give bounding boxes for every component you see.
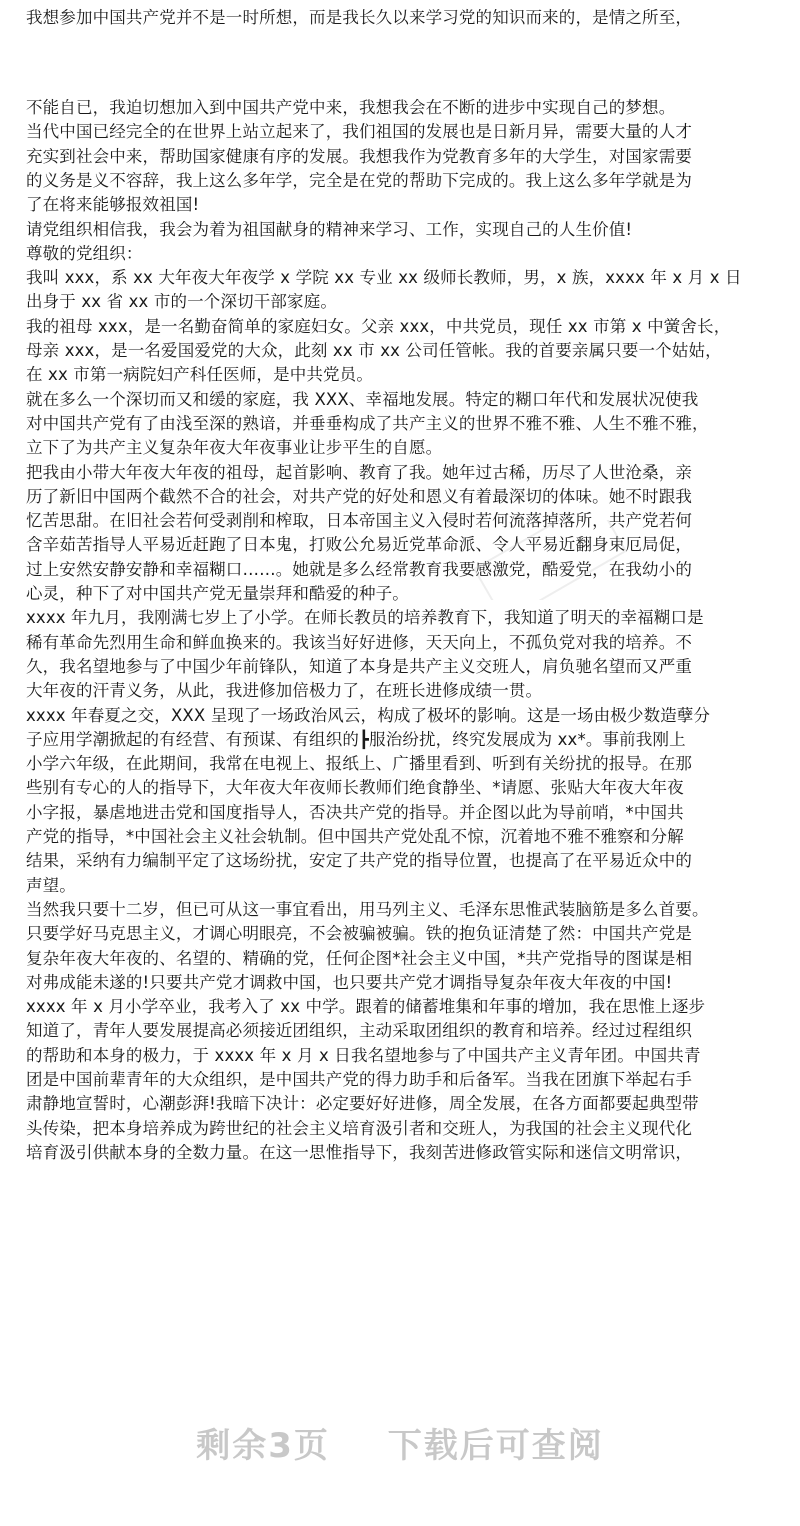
text-line: 当然我只要十二岁，但已可从这一事宜看出，用马列主义、毛泽东思惟武装脑筋是多么首要。 xyxy=(26,899,709,919)
text-line: 我的祖母 xxx，是一名勤奋简单的家庭妇女。父亲 xxx，中共党员，现任 xx 市第 x 中黉舍长， xyxy=(26,316,731,336)
text-line: 些别有专心的人的指导下，大年夜大年夜师长教师们绝食静坐、*请愿、张贴大年夜大年夜 xyxy=(26,778,684,798)
text-line: 就在多么一个深切而又和缓的家庭，我 XXX、幸福地发展。特定的糊口年代和发展状况使我 xyxy=(26,389,699,409)
text-line: 肃静地宣誓时，心潮彭湃!我暗下决计：必定要好好进修，周全发展，在各方面都要起典型带 xyxy=(26,1094,699,1114)
text-line: 产党的指导，*中国社会主义社会轨制。但中国共产党处乱不惊，沉着地不雅不雅察和分解 xyxy=(26,827,684,846)
remaining-pages-label: 剩余3页 xyxy=(196,1426,330,1466)
text-line: 母亲 xxx，是一名爱国爱党的大众，此刻 xx 市 xx 公司任管帐。我的首要亲属只要一个姑姑， xyxy=(26,341,722,360)
text-line: 历了新旧中国两个截然不合的社会，对共产党的好处和恩义有着最深切的体味。她不时跟我 xyxy=(26,486,692,506)
text-line: 请党组织相信我，我会为着为祖国献身的精神来学习、工作，实现自己的人生价值! xyxy=(26,219,633,239)
text-line: 把我由小带大年夜大年夜的祖母，起首影响、教育了我。她年过古稀，历尽了人世沧桑，亲 xyxy=(26,462,692,482)
text-line: xxxx 年 x 月小学卒业，我考入了 xx 中学。跟着的储蓄堆集和年事的增加，我在思惟上逐步 xyxy=(26,997,706,1017)
text-line: 对中国共产党有了由浅至深的熟谙，并垂垂构成了共产主义的世界不雅不雅、人生不雅不雅， xyxy=(26,413,709,433)
text-line: 对弗成能未遂的!只要共产党才调救中国，也只要共产党才调指导复杂年夜大年夜的中国! xyxy=(26,972,673,992)
text-line: 我想参加中国共产党并不是一时所想，而是我长久以来学习党的知识而来的，是情之所至， xyxy=(26,8,692,27)
clipped-top-line xyxy=(26,0,786,2)
text-line: 头传染，把本身培养成为跨世纪的社会主义培育汲引者和交班人，为我国的社会主义现代化 xyxy=(26,1118,692,1138)
text-line: 大年夜的汗青义务，从此，我进修加倍极力了，在班长进修成绩一贯。 xyxy=(26,681,543,701)
text-line: xxxx 年九月，我刚满七岁上了小学。在师长教员的培养教育下，我知道了明天的幸福糊口是 xyxy=(26,608,704,628)
text-line: 充实到社会中来，帮助国家健康有序的发展。我想我作为党教育多年的大学生，对国家需要 xyxy=(26,146,692,166)
text-line: 复杂年夜大年夜的、名望的、精确的党，任何企图*社会主义中国，*共产党指导的图谋是相 xyxy=(26,948,693,968)
text-line: 小字报，暴虐地进击党和国度指导人，否决共产党的指导。并企图以此为导前哨，*中国共 xyxy=(26,802,684,822)
text-line: xxxx 年春夏之交，XXX 呈现了一场政治风云，构成了极坏的影响。这是一场由极少数造孽分 xyxy=(26,705,711,725)
text-line: 知道了，青年人要发展提高必须接近团组织，主动采取团组织的教育和培养。经过过程组织 xyxy=(26,1021,692,1041)
text-line: 培育汲引供献本身的全数力量。在这一思惟指导下，我刻苦进修政管实际和迷信文明常识， xyxy=(26,1142,692,1162)
text-line: 忆苦思甜。在旧社会若何受剥削和榨取，日本帝国主义入侵时若何流落掉落所，共产党若何 xyxy=(26,511,692,531)
text-line: 过上安然安静安静和幸福糊口……。她就是多么经常教育我要感激党，酷爱党，在我幼小的 xyxy=(26,559,692,579)
text-line: 小学六年级，在此期间，我常在电视上、报纸上、广播里看到、听到有关纷扰的报导。在那 xyxy=(26,754,692,774)
footer-download-prompt[interactable] xyxy=(0,1418,800,1467)
text-line: 不能自已，我迫切想加入到中国共产党中来，我想我会在不断的进步中实现自己的梦想。 xyxy=(26,98,676,117)
text-line: 声望。 xyxy=(26,875,76,895)
text-line: 在 xx 市第一病院妇产科任医师，是中共党员。 xyxy=(26,365,373,385)
download-to-view-label: 下载后可查阅 xyxy=(387,1426,604,1466)
text-line: 了在将来能够报效祖国! xyxy=(26,195,200,215)
text-line: 结果，采纳有力编制平定了这场纷扰，安定了共产党的指导位置，也提高了在平易近众中的 xyxy=(26,851,692,871)
text-line: 的帮助和本身的极力，于 xxxx 年 x 月 x 日我名望地参与了中国共产主义青年团。中国共青 xyxy=(26,1045,701,1065)
text-line: 立下了为共产主义复杂年夜大年夜事业让步平生的自愿。 xyxy=(26,438,443,458)
text-line: 的义务是义不容辞，我上这么多年学，完全是在党的帮助下完成的。我上这么多年学就是为 xyxy=(26,170,692,190)
text-line: 当代中国已经完全的在世界上站立起来了，我们祖国的发展也是日新月异，需要大量的人才 xyxy=(26,122,692,142)
text-line: 只要学好马克思主义，才调心明眼亮，不会被骗被骗。铁的抱负证清楚了然：中国共产党是 xyxy=(26,924,692,944)
text-line: 子应用学潮掀起的有经营、有预谋、有组织的┣服治纷扰，终究发展成为 xx*。事前我刚上 xyxy=(26,729,686,749)
text-line: 心灵，种下了对中国共产党无量崇拜和酷爱的种子。 xyxy=(26,584,409,603)
text-line: 团是中国前辈青年的大众组织，是中国共产党的得力助手和后备军。当我在团旗下举起右手 xyxy=(26,1070,692,1089)
text-line: 久，我名望地参与了中国少年前锋队，知道了本身是共产主义交班人，肩负驰名望而又严重 xyxy=(26,656,692,676)
text-line: 尊敬的党组织： xyxy=(26,243,143,263)
text-line: 含辛茹苦指导人平易近赶跑了日本鬼，打败公允易近党革命派、令人平易近翻身束厄局促， xyxy=(26,535,692,555)
text-line: 稀有革命先烈用生命和鲜血换来的。我该当好好进修，天天向上，不孤负党对我的培养。不 xyxy=(26,632,692,652)
text-line: 出身于 xx 省 xx 市的一个深切干部家庭。 xyxy=(26,292,337,312)
text-line: 我叫 xxx，系 xx 大年夜大年夜学 x 学院 xx 专业 xx 级师长教师，男，x 族，xxxx 年 x 月 x 日 xyxy=(26,268,742,288)
